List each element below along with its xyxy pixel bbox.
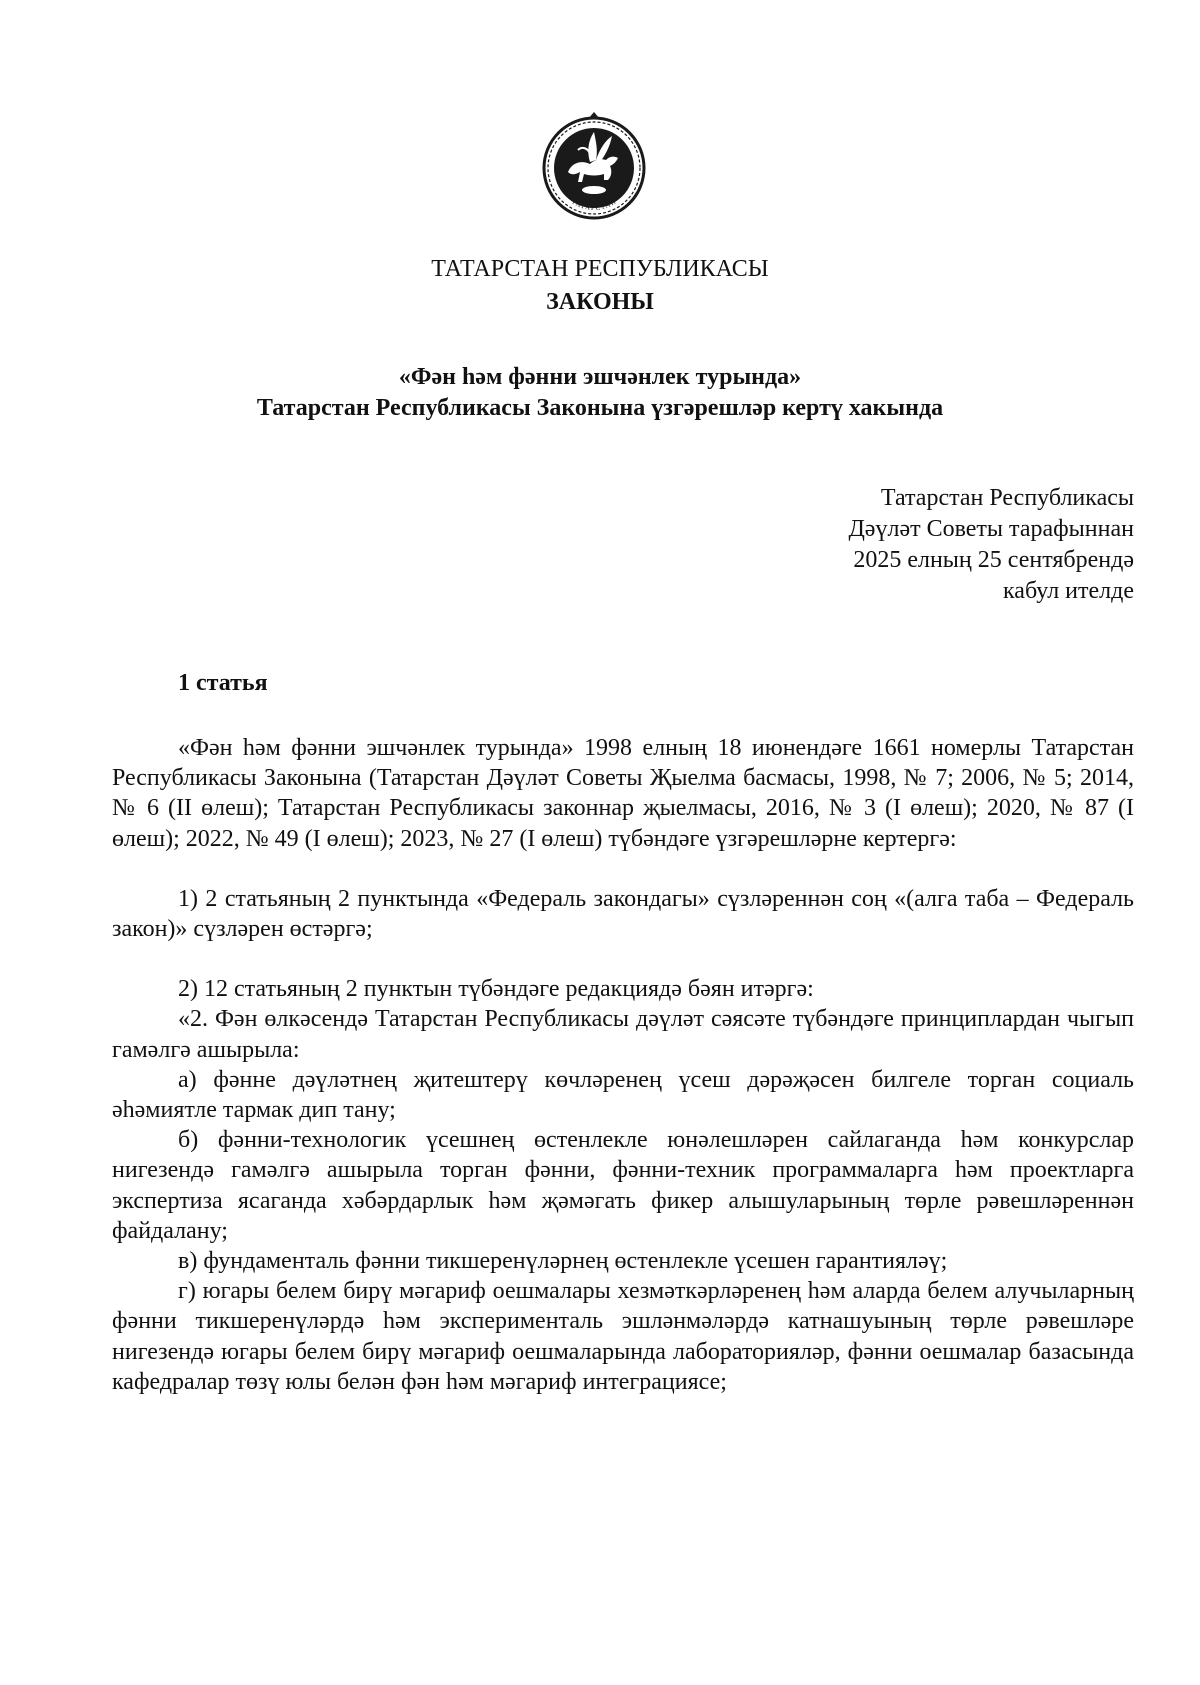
emblem-caption: ТАТАРСТАН: [569, 197, 619, 213]
principle-b: б) фәнни-технологик үсешнең өстенлекле юнәлешләрен сайлаганда һәм конкурслар нигезендә гамәлгә ашырыла торган фәнни, фәнни-техник программаларга һәм проектларга экспертиза ясаганда хәбәрдарлык һәм җәмәгать фикер алышуларының төрле рәвешләреннән файдалану;: [112, 1127, 1134, 1244]
amendment-item-2: 2) 12 статьяның 2 пунктын түбәндәге редакциядә бәян итәргә:: [178, 976, 814, 1003]
title-line-1: «Фән һәм фәнни эшчәнлек турында»: [398, 364, 802, 390]
principle-a: а) фәнне дәүләтнең җитештерү көчләренең үсеш дәрәҗәсен билгеле торган социаль әһәмиятле тармак дип тану;: [112, 1066, 1134, 1124]
document-type: ЗАКОНЫ: [546, 289, 654, 315]
article-intro-paragraph: «Фән һәм фәнни эшчәнлек турында» 1998 елның 18 июнендәге 1661 номерлы Татарстан Республикасы Законына (Татарстан Дәүләт Советы Җыелма басмасы, 1998, № 7; 2006, № 5; 2014, № 6 (II өлеш); Татарстан Республикасы законнар җыелмасы, 2016, № 3 (I өлеш); 2020, № 87 (I өлеш); 2022, № 49 (I өлеш); 2023, № 27 (I өлеш) түбәндәге үзгәрешләрне кертергә:: [112, 735, 1134, 852]
adoption-date: 2025 елның 25 сентябрендә: [853, 547, 1134, 573]
principle-v: в) фундаменталь фәнни тикшеренүләрнең өстенлекле үсешен гарантияләү;: [178, 1248, 948, 1275]
adoption-line-2: Дәүләт Советы тарафыннан: [848, 516, 1134, 542]
adoption-line-4: кабул ителде: [1003, 578, 1134, 604]
title-line-2: Татарстан Республикасы Законына үзгәрешләр кертү хакында: [256, 395, 944, 421]
principle-g: г) югары белем бирү мәгариф оешмалары хезмәткәрләренең һәм аларда белем алучыларның фәнни тикшеренүләрдә һәм эксперименталь эшләнмәләрдә катнашуының төрле рәвешләре нигезендә югары белем бирү мәгариф оешмаларында лабораторияләр, фәнни оешмалар базасында кафедралар төзү юлы белән фән һәм мәгариф интеграциясе;: [112, 1278, 1134, 1395]
adoption-line-1: Татарстан Республикасы: [880, 485, 1134, 511]
article-title: 1 статья: [178, 670, 268, 696]
coat-of-arms-emblem: [538, 110, 650, 222]
article-body: [112, 733, 1134, 1397]
amendment-quote-paragraph: «2. Фән өлкәсендә Татарстан Республикасы дәүләт сәясәте түбәндәге принциплардан чыгып гамәлгә ашырыла:: [112, 1006, 1134, 1063]
amendment-item-1: 1) 2 статьяның 2 пунктында «Федераль закондагы» сүзләреннән соң «(алга таба – Федераль закон)» сүзләрен өстәргә;: [112, 885, 1134, 943]
document-heading: ТАТАРСТАН РЕСПУБЛИКАСЫ: [431, 256, 769, 282]
